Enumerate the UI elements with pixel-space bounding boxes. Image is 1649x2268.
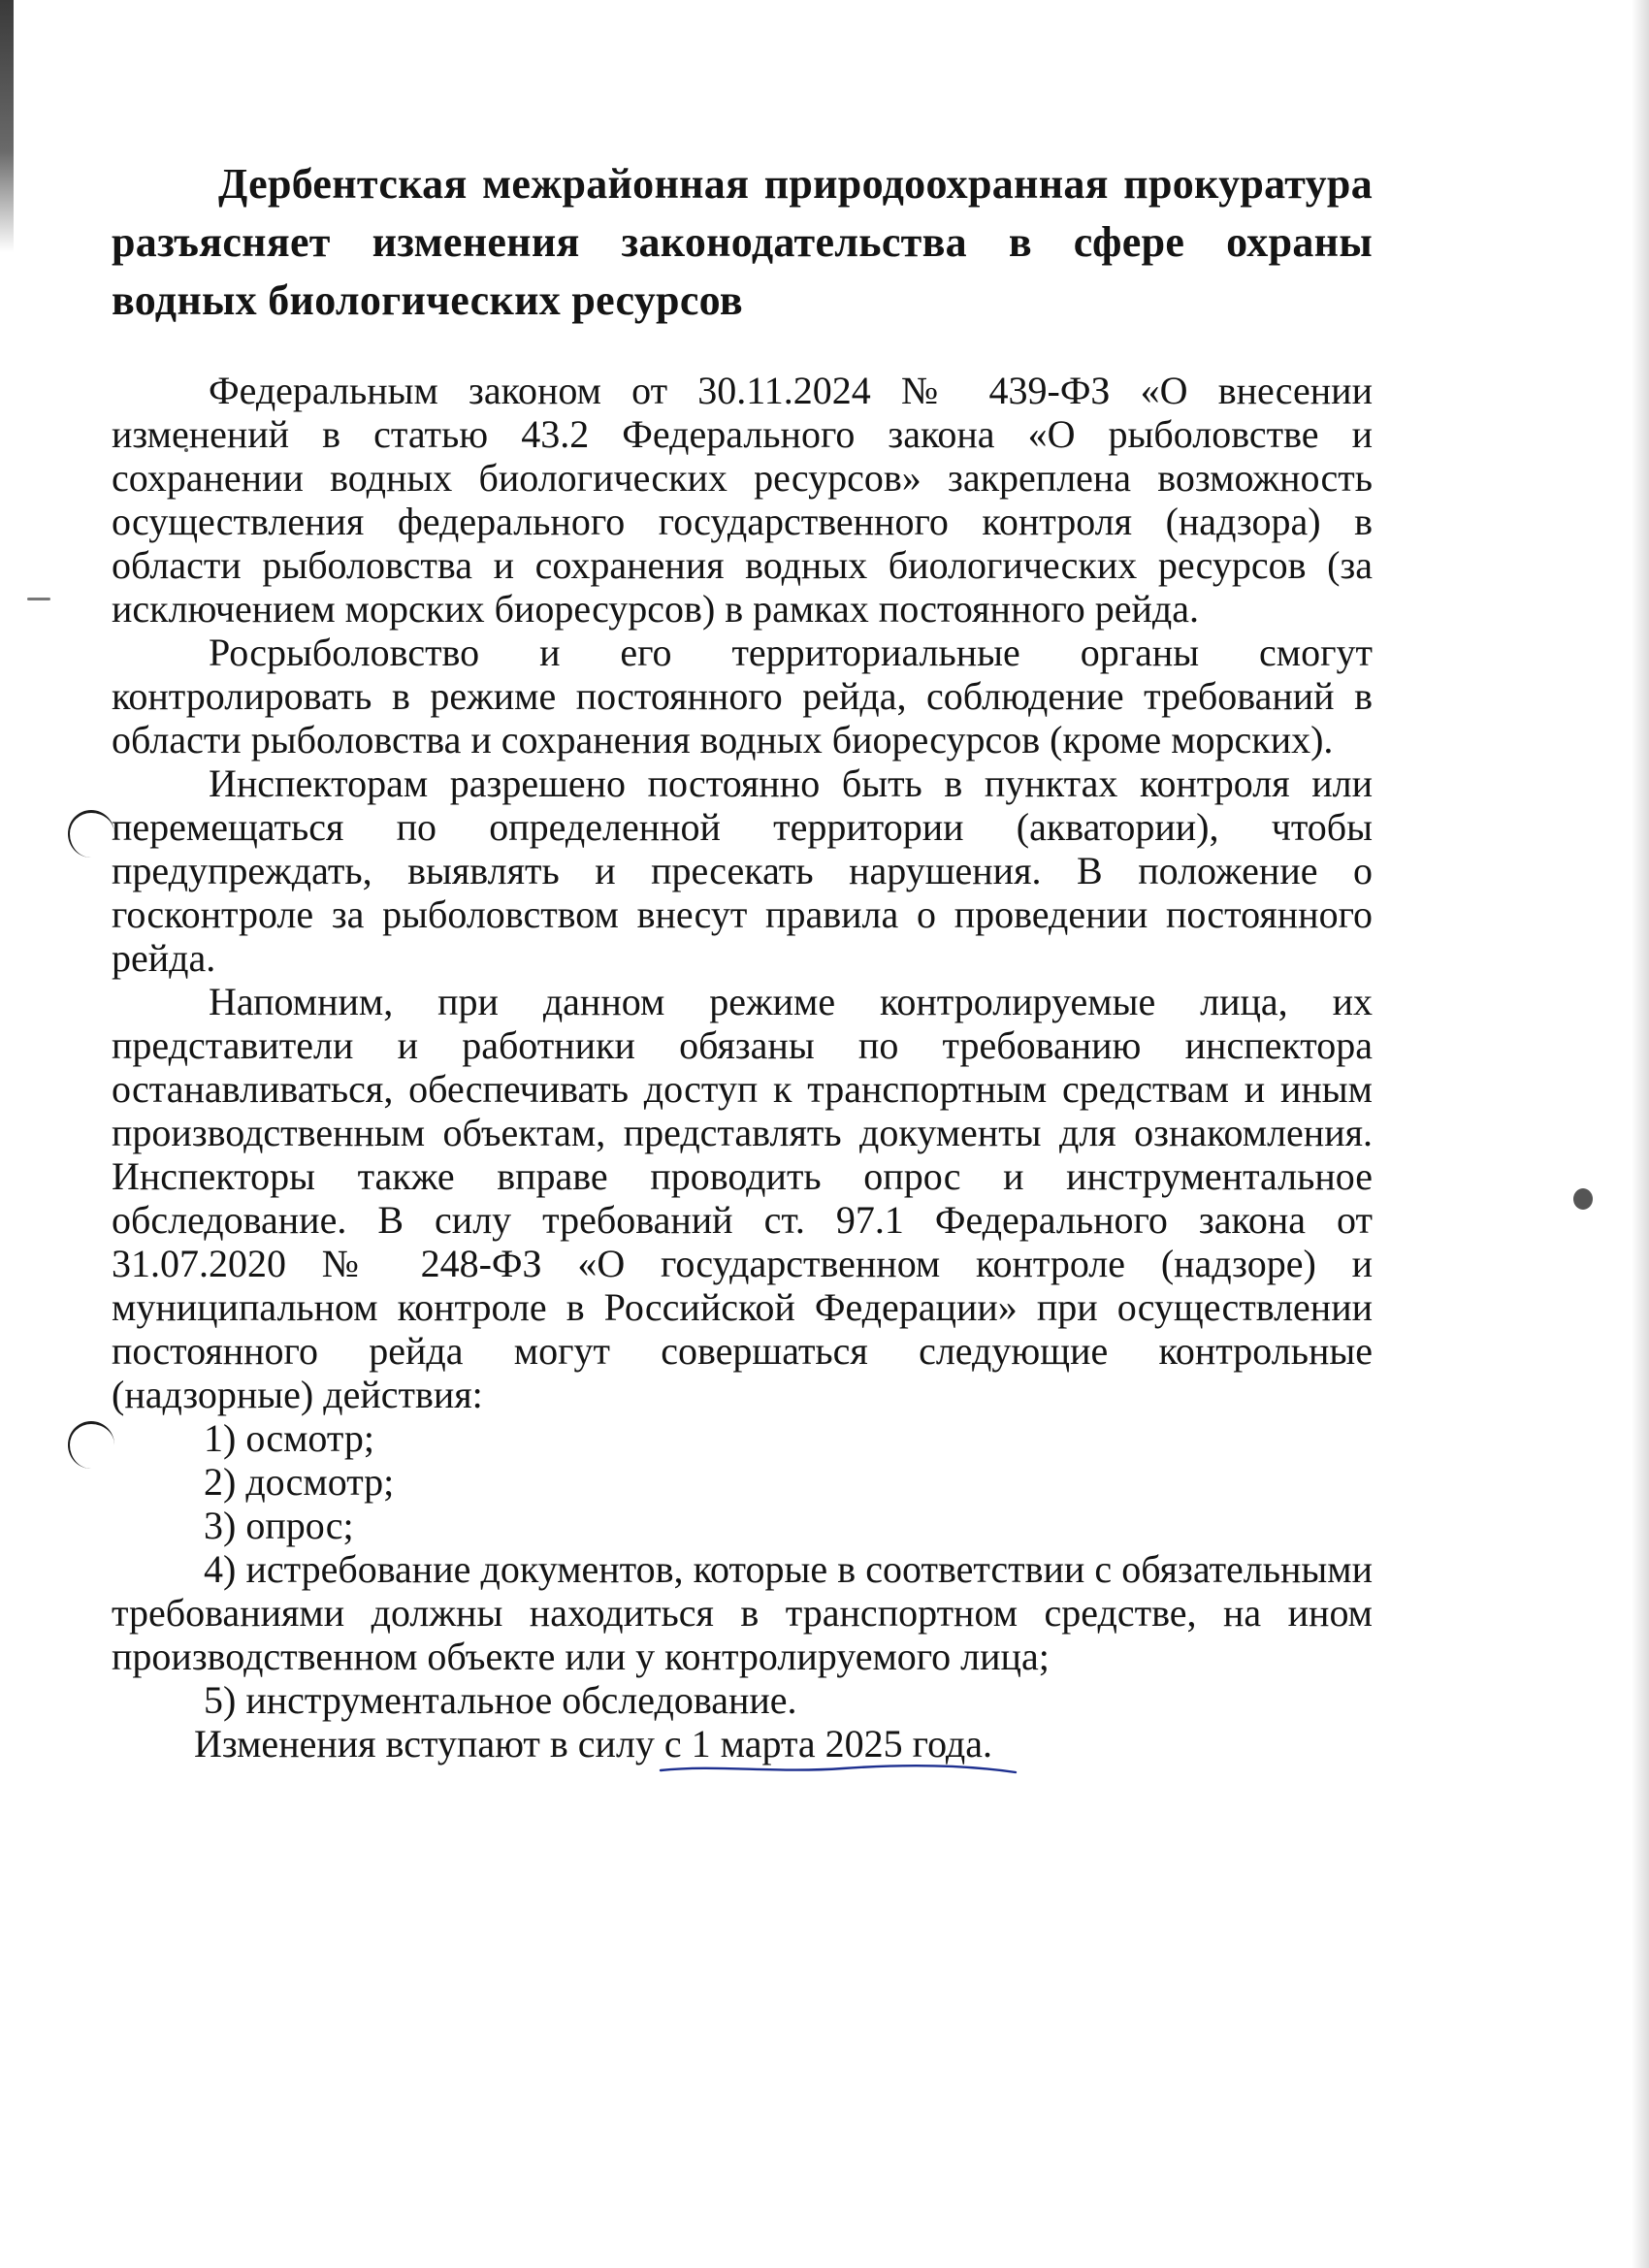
document-text [112,369,1373,1766]
document-title: Дербентская межрайонная природоохранная прокуратура разъясняет изменения законодательства в сфере охраны водных биологических ресурсов [112,160,1373,324]
document-body [112,155,1494,1766]
paragraph-inspectors: Инспекторам разрешено постоянно быть в пунктах контроля или перемещаться по определенной территории (акватории), чтобы предупреждать, выявлять и пресекать нарушения. В положение о госконтроле за рыболовством внесут правила о проведении постоянного рейда. [112,761,1373,980]
list-item-instrumental: 5) инструментальное обследование. [204,1678,797,1722]
paragraph-reminder: Напомним, при данном режиме контролируемые лица, их представители и работники обязаны по требованию инспектора останавливаться, обеспечивать доступ к транспортным средствам и иным производственным объектам, представлять документы для ознакомления. Инспекторы также вправе проводить опрос и инструментальное обследование. В силу требований ст. 97.1 Федерального закона от 31.07.2020 № 248-ФЗ «О государственном контроле (надзоре) и муниципальном контроле в Российской Федерации» при осуществлении постоянного рейда могут совершаться следующие контрольные (надзорные) действия: [112,980,1373,1416]
punch-hole-upper [68,810,114,858]
effective-date-lead: Изменения вступают в силу [194,1722,664,1766]
punch-hole-lower [68,1421,114,1469]
effective-date [664,1722,992,1766]
scan-speck [27,598,50,600]
scan-shadow-left [0,0,14,252]
list-item-search: 2) досмотр; [204,1460,395,1504]
list-item-documents: 4) истребование документов, которые в соответствии с обязательными требованиями должны находиться в транспортном средстве, на ином производственном объекте или у контролируемого лица; [112,1547,1373,1678]
paragraph-rosrybolovstvo: Росрыболовство и его территориальные органы смогут контролировать в режиме постоянного рейда, соблюдение требований в области рыболовства и сохранения водных биоресурсов (кроме морских). [112,631,1373,761]
scan-speck [1573,1188,1593,1210]
paragraph-law-change: Федеральным законом от 30.11.2024 № 439-ФЗ «О внесении изменений в статью 43.2 Федерального закона «О рыболовстве и сохранении водных биологических ресурсов» закреплена возможность осуществления федерального государственного контроля (надзора) в области рыболовства и сохранения водных биологических ресурсов (за исключением морских биоресурсов) в рамках постоянного рейда. [112,369,1373,631]
effective-date-text: с 1 марта 2025 года. [663,1722,993,1766]
list-item-inspection: 1) осмотр; [204,1416,374,1460]
list-item-survey: 3) опрос; [204,1504,354,1547]
scan-shadow-right [1632,0,1649,2268]
effective-date-sentence [112,1722,1373,1766]
